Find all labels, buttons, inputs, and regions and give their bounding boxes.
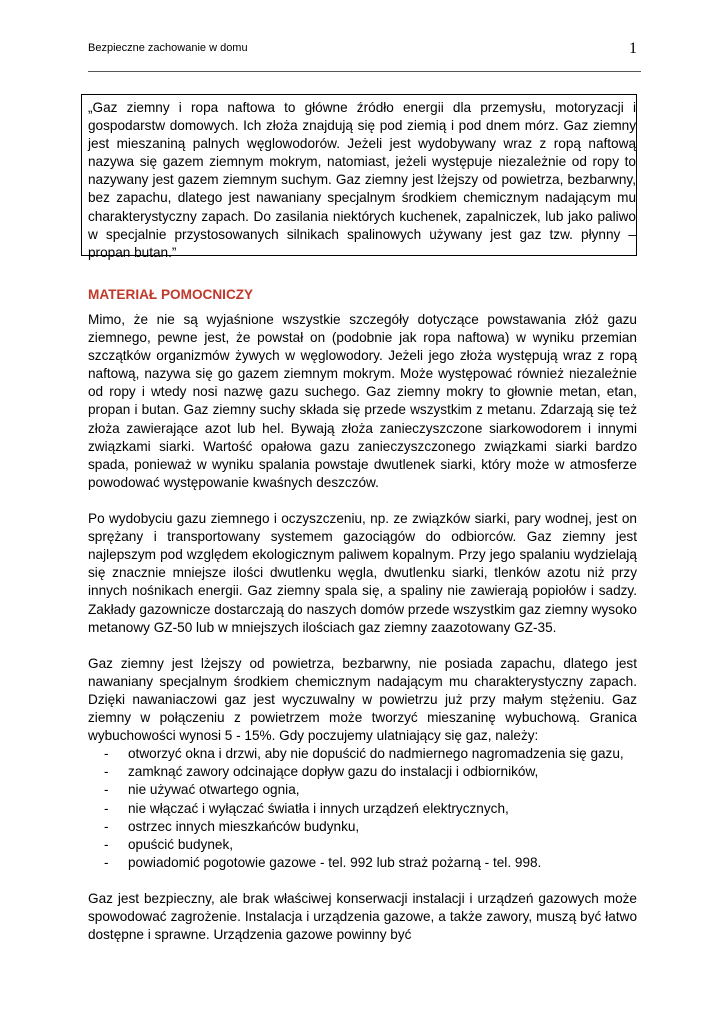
- list-item-text: ostrzec innych mieszkańców budynku,: [128, 818, 360, 834]
- list-item: [88, 781, 637, 799]
- list-item-text: powiadomić pogotowie gazowe - tel. 992 lub straż pożarną - tel. 998.: [128, 854, 542, 870]
- list-item: [88, 763, 637, 781]
- page-number: 1: [629, 40, 637, 57]
- list-item: [88, 800, 637, 818]
- paragraph-3: Gaz ziemny jest lżejszy od powietrza, bezbarwny, nie posiada zapachu, dlatego jest nawaniany specjalnym środkiem chemicznym nadającym mu charakterystyczny zapach. Dzięki nawaniaczowi gaz jest wyczuwalny w powietrzu już przy małym stężeniu. Gaz ziemny w połączeniu z powietrzem może tworzyć mieszaninę wybuchową. Granica wybuchowości wynosi 5 - 15%. Gdy poczujemy ulatniający się gaz, należy:: [88, 655, 637, 744]
- list-item: [88, 818, 637, 836]
- list-item: [88, 745, 637, 763]
- list-item: [88, 854, 637, 872]
- bullet-marker: -: [104, 836, 109, 852]
- bullet-marker: -: [104, 764, 109, 780]
- list-item-text: otworzyć okna i drzwi, aby nie dopuścić do nadmiernego nagromadzenia się gazu,: [128, 746, 624, 762]
- header-divider: [88, 71, 641, 72]
- bullet-marker: -: [104, 818, 109, 834]
- bullet-marker: -: [104, 854, 109, 870]
- header-title: Bezpieczne zachowanie w domu: [88, 42, 248, 54]
- list-item-text: zamknąć zawory odcinające dopływ gazu do instalacji i odbiorników,: [128, 764, 539, 780]
- list-item-text: nie używać otwartego ognia,: [128, 782, 300, 798]
- paragraph-1: Mimo, że nie są wyjaśnione wszystkie szczegóły dotyczące powstawania złóż gazu ziemnego, pewne jest, że powstał on (podobnie jak ropa naftowa) w wyniku przemian szczątków organizmów żywych w węglowodory. Jeżeli jego złoża występują wraz z ropą naftową, nazywa się go gazem ziemnym mokrym. Może występować również niezależnie od ropy i wtedy nosi nazwę gazu suchego. Gaz ziemny mokry to głownie metan, etan, propan i butan. Gaz ziemny suchy składa się przede wszystkim z metanu. Zdarzają się też złoża zawierające azot lub hel. Bywają złoża zanieczyszczone siarkowodorem i innymi związkami siarki. Wartość opałowa gazu zanieczyszczonego związkami siarki bardzo spada, ponieważ w wyniku spalania powstaje dwutlenek siarki, który może w atmosferze powodować występowanie kwaśnych deszczów.: [88, 312, 637, 490]
- section-heading: MATERIAŁ POMOCNICZY: [88, 287, 254, 302]
- safety-steps-list: [88, 745, 637, 872]
- paragraph-2: Po wydobyciu gazu ziemnego i oczyszczeniu, np. ze związków siarki, pary wodnej, jest on sprężany i transportowany systemem gazociągów do odbiorców. Gaz ziemny jest najlepszym pod względem ekologicznym paliwem kopalnym. Przy jego spalaniu wydzielają się znacznie mniejsze ilości dwutlenku węgla, dwutlenku siarki, tlenków azotu niż przy innych nośnikach energii. Gaz ziemny spala się, a spaliny nie zawierają popiołów i sadzy. Zakłady gazownicze dostarczają do naszych domów przede wszystkim gaz ziemny wysoko metanowy GZ-50 lub w mniejszych ilościach gaz ziemny zaazotowany GZ-35.: [88, 511, 637, 635]
- bullet-marker: -: [104, 746, 109, 762]
- quote-text: „Gaz ziemny i ropa naftowa to główne źródło energii dla przemysłu, motoryzacji i gospodarstw domowych. Ich złoża znajdują się pod ziemią i pod dnem mórz. Gaz ziemny jest mieszaniną palnych węglowodorów. Jeżeli jest wydobywany wraz z ropą naftową nazywa się gazem ziemnym mokrym, natomiast, jeżeli występuje niezależnie od ropy to nazywany jest gazem ziemnym suchym. Gaz ziemny jest lżejszy od powietrza, bezbarwny, bez zapachu, dlatego jest nawaniany specjalnym środkiem chemicznym nadającym mu charakterystyczny zapach. Do zasilania niektórych kuchenek, zapalniczek, lub jako paliwo w specjalnie przystosowanych silnikach spalinowych używany jest gaz tzw. płynny – propan butan.”: [88, 100, 636, 260]
- list-item-text: opuścić budynek,: [128, 836, 234, 852]
- list-item: [88, 836, 637, 854]
- list-item-text: nie włączać i wyłączać światła i innych urządzeń elektrycznych,: [128, 800, 509, 816]
- bullet-marker: -: [104, 782, 109, 798]
- paragraph-4: Gaz jest bezpieczny, ale brak właściwej konserwacji instalacji i urządzeń gazowych może spowodować zagrożenie. Instalacja i urządzenia gazowe, a także zawory, muszą być łatwo dostępne i sprawne. Urządzenia gazowe powinny być: [88, 891, 637, 943]
- body-text: [88, 311, 637, 962]
- bullet-marker: -: [104, 800, 109, 816]
